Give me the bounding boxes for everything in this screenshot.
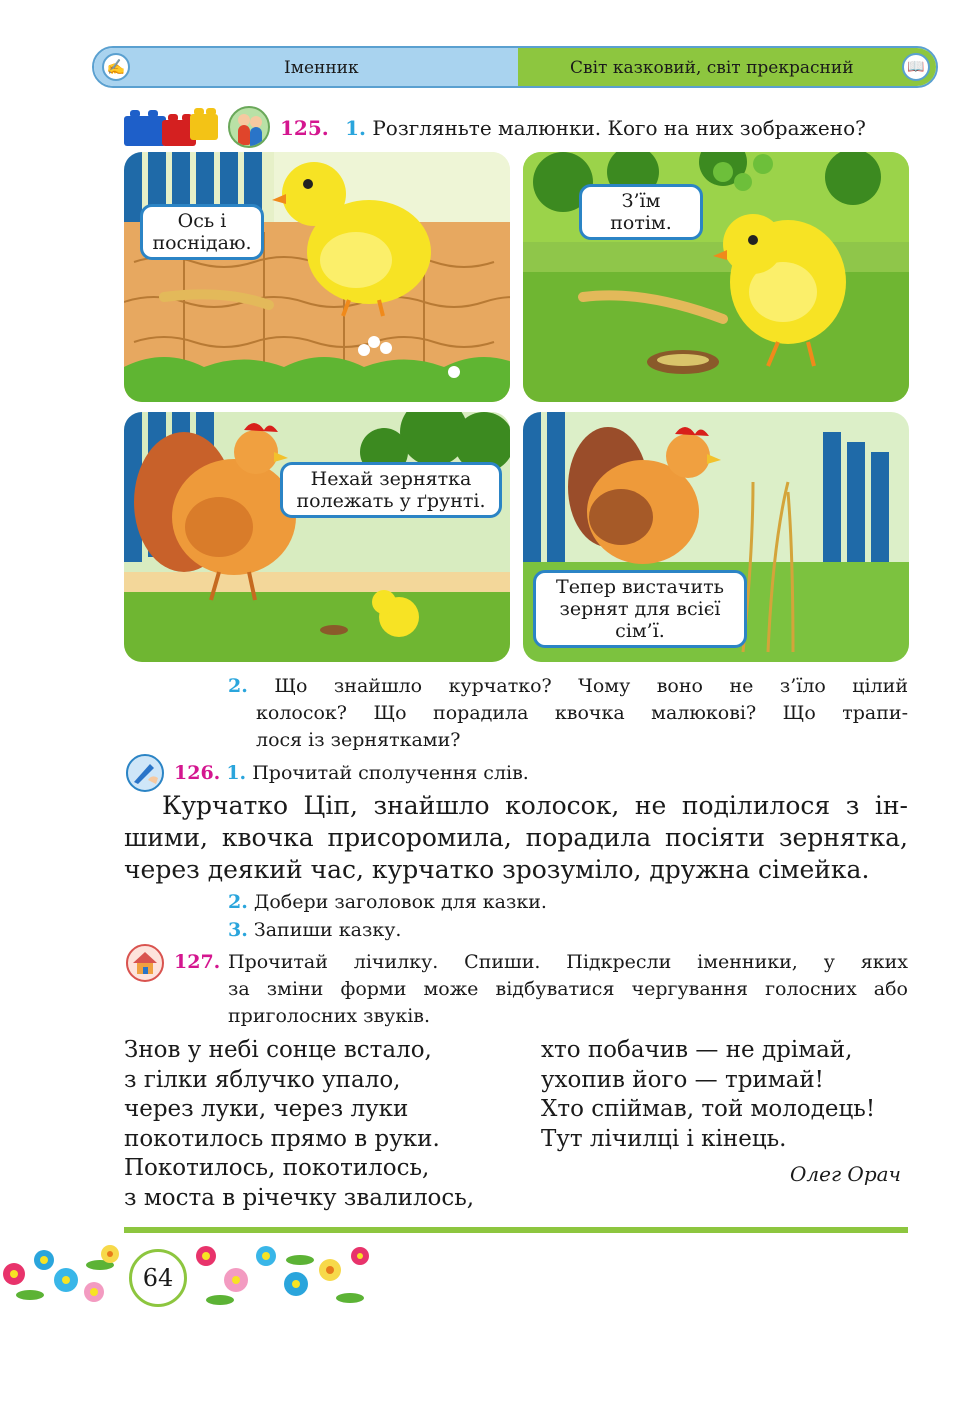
question-line-1: Що знайшло курчатко? Чому воно не з’їло цілий <box>274 675 908 697</box>
flowers-icon <box>0 1240 380 1320</box>
task-instruction: Запиши казку. <box>253 919 402 941</box>
book-icon: 📖 <box>902 53 930 81</box>
subtask-number: 1. <box>226 762 247 784</box>
poem-left-column <box>124 1036 474 1214</box>
poem-line: покотилось прямо в руки. <box>124 1125 440 1152</box>
instruction-line-1: Прочитай лічилку. Спиши. Підкресли іменники, у яких <box>228 951 908 973</box>
poem-author: Олег Орач <box>790 1162 901 1186</box>
pen-icon: ✍ <box>102 53 130 81</box>
speech-bubble-1: Ось і поснідаю. <box>140 204 264 260</box>
task-126-sub2 <box>228 889 547 916</box>
task-126-word-combinations <box>124 790 908 886</box>
poem-line: Знов у небі сонце встало, <box>124 1037 432 1063</box>
flower-garland-decoration <box>0 1240 380 1320</box>
question-line-3: лося із зернятками? <box>256 729 461 751</box>
speech-bubble-2: З’їм потім. <box>579 184 703 240</box>
writing-hand-icon <box>126 754 164 792</box>
speech-bubble-4: Тепер вистачить зернят для всієї сім’ї. <box>533 570 747 648</box>
bottom-divider <box>124 1227 908 1233</box>
lego-blocks-icon <box>124 100 220 148</box>
poem-right-column <box>541 1036 875 1154</box>
task-125-heading <box>280 114 866 142</box>
poem-line: Покотилось, покотилось, <box>124 1155 430 1182</box>
subtask-number: 2. <box>228 891 248 913</box>
speech-bubble-3: Нехай зернятка полежать у ґрунті. <box>280 462 502 518</box>
chick-eating-illustration <box>124 152 510 402</box>
poem-line: Тут лічилці і кінець. <box>541 1125 787 1152</box>
poem-line: з моста в річечку звалилось, <box>124 1184 475 1211</box>
task-instruction: Прочитай сполучення слів. <box>252 762 529 784</box>
task-instruction: Розгляньте малюнки. Кого на них зображено? <box>372 116 866 140</box>
task-126-heading <box>174 760 529 787</box>
task-instruction: Добери заголовок для казки. <box>253 891 547 913</box>
header-right-title: Світ казковий, світ прекрасний <box>570 58 854 78</box>
text-line-3: через деякий час, курчатко зрозуміло, дружна сімейка. <box>124 855 870 884</box>
chapter-header <box>92 46 938 88</box>
poem-line: з гілки яблучко упало, <box>124 1066 401 1093</box>
poem-line: ухопив його — тримай! <box>541 1066 824 1093</box>
task-126-sub3 <box>228 917 401 944</box>
illustration-panel-3 <box>124 412 510 662</box>
illustration-panel-1 <box>124 152 510 402</box>
illustration-panel-2 <box>523 152 909 402</box>
task-number: 125. <box>280 116 329 140</box>
subtask-number: 1. <box>345 116 366 140</box>
home-icon <box>126 944 164 982</box>
instruction-line-2: за зміни форми може відбуватися чергування голосних або <box>228 978 908 1000</box>
header-left-title: Іменник <box>284 58 359 78</box>
instruction-line-3: приголосних звуків. <box>228 1005 431 1027</box>
illustration-panel-4 <box>523 412 909 662</box>
subtask-number: 2. <box>228 675 248 697</box>
page-number: 64 <box>129 1249 187 1307</box>
text-line-2: шими, квочка присоромила, порадила посіяти зернятка, <box>124 823 908 852</box>
question-line-2: колосок? Що порадила квочка малюкові? Що трапи- <box>256 702 908 724</box>
task-127-number: 127. <box>174 951 221 973</box>
subtask-number: 3. <box>228 919 248 941</box>
text-line-1: Курчатко Ціп, знайшло колосок, не поділилося з ін- <box>162 791 908 820</box>
hen-advising-chick-illustration <box>124 412 510 662</box>
pair-work-icon <box>228 106 270 148</box>
poem-line: через луки, через луки <box>124 1096 409 1123</box>
task-number: 126. <box>174 762 221 784</box>
poem-line: хто побачив — не дрімай, <box>541 1037 853 1063</box>
task-125-question-block <box>228 673 908 754</box>
task-127-instruction <box>228 949 908 1030</box>
poem-line: Хто спіймав, той молодець! <box>541 1096 876 1123</box>
